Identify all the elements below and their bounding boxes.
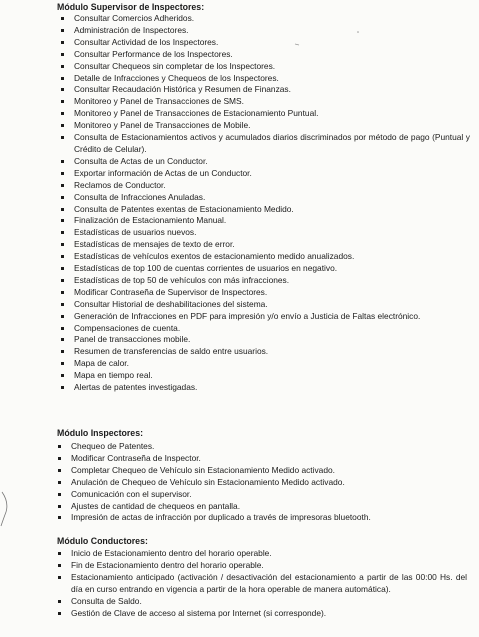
- bullet-icon: [61, 219, 64, 222]
- list-item: [60, 227, 470, 239]
- list-item: [60, 180, 470, 192]
- bullet-icon: [58, 457, 61, 460]
- list-item: [57, 465, 467, 477]
- list-item: [60, 61, 470, 73]
- list-item: [60, 132, 470, 156]
- list-item-text: Comunicación con el supervisor.: [71, 488, 192, 499]
- list-item-text: Monitoreo y Panel de Transacciones de Estacionamiento Puntual.: [74, 108, 319, 119]
- list-item-text: Ajustes de cantidad de chequeos en pantalla.: [71, 500, 241, 511]
- bullet-icon: [58, 600, 61, 603]
- list-item-text: Modificar Contraseña de Supervisor de Inspectores.: [74, 286, 268, 297]
- bullet-icon: [58, 505, 61, 508]
- list-item-text: Consultar Chequeos sin completar de los Inspectores.: [74, 60, 276, 71]
- list-item-text: Detalle de Infracciones y Chequeos de los Inspectores.: [74, 72, 279, 83]
- bullet-icon: [61, 374, 64, 377]
- list-item: [57, 596, 467, 608]
- list-item: [57, 608, 467, 620]
- list-item: [60, 204, 470, 216]
- bullet-icon: [61, 53, 64, 56]
- list-item: [60, 25, 470, 37]
- list-item-text: Consultar Performance de los Inspectores.: [74, 48, 233, 59]
- list-item-text: Fin de Estacionamiento dentro del horario operable.: [71, 559, 264, 570]
- bullet-icon: [61, 255, 64, 258]
- list-item: [60, 299, 470, 311]
- list-item: [60, 323, 470, 335]
- conductores-features-list: [57, 548, 467, 619]
- list-item: [60, 215, 470, 227]
- bullet-icon: [58, 564, 61, 567]
- bullet-icon: [61, 196, 64, 199]
- bullet-icon: [61, 386, 64, 389]
- bullet-icon: [61, 29, 64, 32]
- bullet-icon: [61, 267, 64, 270]
- list-item-text: Consulta de Saldo.: [71, 595, 142, 606]
- bullet-icon: [61, 160, 64, 163]
- bullet-icon: [61, 17, 64, 20]
- list-item-text: Mapa de calor.: [74, 358, 129, 369]
- list-item-text: Chequeo de Patentes.: [71, 441, 155, 451]
- list-item: [57, 477, 467, 489]
- bullet-icon: [58, 481, 61, 484]
- bullet-icon: [61, 100, 64, 103]
- section-heading-supervisor: Módulo Supervisor de Inspectores:: [57, 2, 205, 12]
- list-item-text: Reclamos de Conductor.: [74, 179, 166, 190]
- bullet-icon: [61, 41, 64, 44]
- section-heading-conductores: Módulo Conductores:: [57, 536, 148, 546]
- list-item-text: Monitoreo y Panel de Transacciones de Mobile.: [74, 120, 251, 131]
- section-heading-inspectores: Módulo Inspectores:: [57, 428, 144, 438]
- bullet-icon: [61, 184, 64, 187]
- list-item-text: Estadísticas de vehículos exentos de estacionamiento medido anualizados.: [74, 251, 355, 262]
- list-item-text: Estadísticas de top 50 de vehículos con más infracciones.: [74, 274, 290, 285]
- bullet-icon: [61, 315, 64, 318]
- bullet-icon: [61, 243, 64, 246]
- list-item-text: Compensaciones de cuenta.: [74, 322, 181, 333]
- list-item-text: Exportar información de Actas de un Conductor.: [74, 167, 252, 178]
- list-item: [60, 370, 470, 382]
- list-item-text: Consulta de Estacionamientos activos y acumulados diarios discriminados por método de pago (Puntual y Crédito de Celular).: [74, 132, 470, 154]
- list-item-text: Completar Chequeo de Vehículo sin Estacionamiento Medido activado.: [71, 464, 335, 475]
- list-item-text: Estadísticas de top 100 de cuentas corrientes de usuarios en negativo.: [74, 263, 338, 274]
- bullet-icon: [58, 516, 61, 519]
- list-item-text: Administración de Inspectores.: [74, 24, 189, 35]
- bullet-icon: [61, 208, 64, 211]
- list-item: [60, 346, 470, 358]
- list-item: [60, 37, 470, 49]
- list-item: [57, 453, 467, 465]
- list-item-text: Estacionamiento anticipado (activación / desactivación del estacionamiento a partir de las 00:00 Hs. del día en curso entrando en vigencia a partir de la hora operable de manera automática).: [71, 571, 467, 594]
- bullet-icon: [61, 77, 64, 80]
- list-item-text: Gestión de Clave de acceso al sistema por Internet (si corresponde).: [71, 607, 327, 618]
- binding-mark: [1, 492, 7, 526]
- bullet-icon: [61, 231, 64, 234]
- list-item: [60, 275, 470, 287]
- bullet-icon: [61, 291, 64, 294]
- list-item-text: Estadísticas de mensajes de texto de error.: [74, 239, 235, 250]
- list-item-text: Finalización de Estacionamiento Manual.: [74, 215, 227, 226]
- bullet-icon: [61, 303, 64, 306]
- list-item: [57, 501, 467, 513]
- list-item-text: Monitoreo y Panel de Transacciones de SMS.: [74, 96, 244, 107]
- list-item: [60, 192, 470, 204]
- bullet-icon: [61, 172, 64, 175]
- list-item: [60, 84, 470, 96]
- list-item: [60, 156, 470, 168]
- list-item-text: Consultar Comercios Adheridos.: [74, 13, 195, 23]
- list-item: [60, 73, 470, 85]
- bullet-icon: [58, 552, 61, 555]
- bullet-icon: [58, 445, 61, 448]
- list-item: [60, 120, 470, 132]
- bullet-icon: [61, 350, 64, 353]
- list-item: [60, 334, 470, 346]
- bullet-icon: [61, 136, 64, 139]
- list-item-text: Inicio de Estacionamiento dentro del horario operable.: [71, 548, 272, 558]
- bullet-icon: [61, 124, 64, 127]
- list-item-text: Modificar Contraseña de Inspector.: [71, 452, 201, 463]
- list-item: [60, 239, 470, 251]
- inspectores-features-list: [57, 441, 467, 524]
- bullet-icon: [58, 469, 61, 472]
- bullet-icon: [58, 576, 61, 579]
- supervisor-features-list: [60, 13, 470, 394]
- bullet-icon: [61, 362, 64, 365]
- list-item: [57, 441, 467, 453]
- list-item-text: Consultar Historial de deshabilitaciones del sistema.: [74, 298, 268, 309]
- list-item: [60, 251, 470, 263]
- list-item: [60, 287, 470, 299]
- list-item: [57, 572, 467, 596]
- list-item: [60, 108, 470, 120]
- bullet-icon: [61, 88, 64, 91]
- list-item-text: Estadísticas de usuarios nuevos.: [74, 227, 197, 238]
- list-item-text: Consulta de Actas de un Conductor.: [74, 155, 208, 166]
- list-item: [60, 311, 470, 323]
- list-item: [60, 168, 470, 180]
- list-item-text: Alertas de patentes investigadas.: [74, 382, 198, 393]
- list-item-text: Anulación de Chequeo de Vehículo sin Estacionamiento Medido activado.: [71, 476, 345, 487]
- list-item: [60, 358, 470, 370]
- bullet-icon: [61, 338, 64, 341]
- list-item: [57, 489, 467, 501]
- list-item: [60, 96, 470, 108]
- list-item: [60, 263, 470, 275]
- list-item-text: Mapa en tiempo real.: [74, 370, 153, 381]
- list-item: [60, 49, 470, 61]
- list-item-text: Generación de Infracciones en PDF para impresión y/o envío a Justicia de Faltas electrónico.: [74, 310, 421, 321]
- list-item: [57, 512, 467, 524]
- list-item-text: Consulta de Patentes exentas de Estacionamiento Medido.: [74, 203, 294, 214]
- list-item-text: Resumen de transferencias de saldo entre usuarios.: [74, 346, 269, 357]
- list-item-text: Consultar Recaudación Histórica y Resumen de Finanzas.: [74, 84, 291, 95]
- bullet-icon: [58, 493, 61, 496]
- list-item-text: Consultar Actividad de los Inspectores.: [74, 36, 219, 47]
- list-item: [57, 560, 467, 572]
- bullet-icon: [58, 612, 61, 615]
- list-item: [57, 548, 467, 560]
- list-item-text: Impresión de actas de infracción por duplicado a través de impresoras bluetooth.: [71, 512, 371, 523]
- bullet-icon: [61, 327, 64, 330]
- list-item-text: Panel de transacciones mobile.: [74, 334, 191, 345]
- bullet-icon: [61, 65, 64, 68]
- bullet-icon: [61, 279, 64, 282]
- bullet-icon: [61, 112, 64, 115]
- list-item: [60, 13, 470, 25]
- list-item: [60, 382, 470, 394]
- list-item-text: Consulta de Infracciones Anuladas.: [74, 191, 206, 202]
